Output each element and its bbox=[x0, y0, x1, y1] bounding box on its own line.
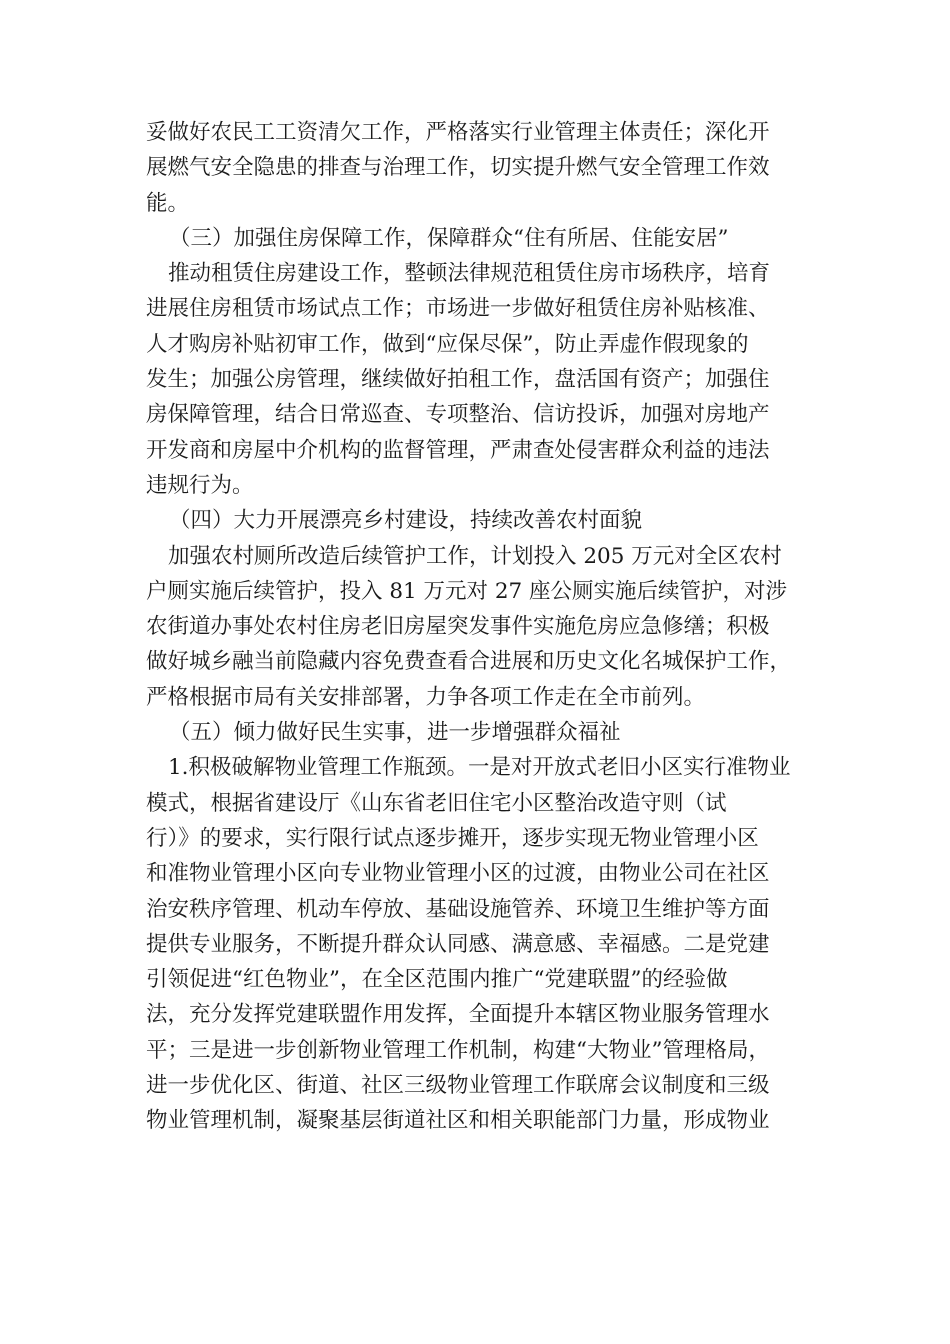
text-line: 提供专业服务，不断提升群众认同感、满意感、幸福感。二是党建 bbox=[146, 931, 770, 957]
text-line: 治安秩序管理、机动车停放、基础设施管养、环境卫生维护等方面 bbox=[146, 896, 770, 922]
text-line: 引领促进“红色物业”，在全区范围内推广“党建联盟”的经验做 bbox=[146, 967, 728, 993]
paragraph-gas-safety bbox=[146, 115, 806, 221]
text-line: 农街道办事处农村住房老旧房屋突发事件实施危房应急修缮；积极 bbox=[146, 614, 770, 640]
text-line: 房保障管理，结合日常巡查、专项整治、信访投诉，加强对房地产 bbox=[146, 402, 770, 428]
text-line: 进展住房租赁市场试点工作；市场进一步做好租赁住房补贴核准、 bbox=[146, 296, 770, 322]
text-line: 物业管理机制，凝聚基层街道社区和相关职能部门力量，形成物业 bbox=[146, 1108, 770, 1134]
document-body bbox=[146, 115, 806, 1139]
text-line: 严格根据市局有关安排部署，力争各项工作走在全市前列。 bbox=[146, 684, 706, 710]
text-line: 能。 bbox=[146, 190, 190, 216]
paragraph-rural-toilets bbox=[146, 539, 806, 715]
section-heading-3: （三）加强住房保障工作，保障群众“住有所居、住能安居” bbox=[169, 225, 729, 251]
text-line: 发生；加强公房管理，继续做好拍租工作，盘活国有资产；加强住 bbox=[146, 367, 770, 393]
text-line: 人才购房补贴初审工作，做到“应保尽保”，防止弄虚作假现象的 bbox=[146, 331, 749, 357]
text-line: 行）》的要求，实行限行试点逐步摊开，逐步实现无物业管理小区 bbox=[146, 825, 759, 851]
paragraph-housing-security bbox=[146, 256, 806, 503]
text-line: 1.积极破解物业管理工作瓶颈。一是对开放式老旧小区实行准物业 bbox=[168, 755, 791, 781]
paragraph-property-management bbox=[146, 750, 806, 1138]
text-line: 法，充分发挥党建联盟作用发挥，全面提升本辖区物业服务管理水 bbox=[146, 1002, 770, 1028]
text-line: 和准物业管理小区向专业物业管理小区的过渡，由物业公司在社区 bbox=[146, 861, 770, 887]
section-heading-4: （四）大力开展漂亮乡村建设，持续改善农村面貌 bbox=[169, 508, 643, 534]
text-line: 模式，根据省建设厅《山东省老旧住宅小区整治改造守则（试 bbox=[146, 790, 727, 816]
text-line: 违规行为。 bbox=[146, 472, 254, 498]
text-line: 加强农村厕所改造后续管护工作，计划投入 205 万元对全区农村 bbox=[168, 543, 782, 569]
text-line: 推动租赁住房建设工作，整顿法律规范租赁住房市场秩序，培育 bbox=[168, 261, 771, 287]
text-line: 展燃气安全隐患的排查与治理工作，切实提升燃气安全管理工作效 bbox=[146, 155, 770, 181]
text-line: 进一步优化区、街道、社区三级物业管理工作联席会议制度和三级 bbox=[146, 1073, 770, 1099]
text-line: 做好城乡融当前隐藏内容免费查看合进展和历史文化名城保护工作， bbox=[146, 649, 792, 675]
text-line: 开发商和房屋中介机构的监督管理，严肃查处侵害群众利益的违法 bbox=[146, 437, 770, 463]
text-line: 户厕实施后续管护，投入 81 万元对 27 座公厕实施后续管护，对涉 bbox=[146, 578, 788, 604]
section-heading-5: （五）倾力做好民生实事，进一步增强群众福祉 bbox=[169, 720, 621, 746]
text-line: 妥做好农民工工资清欠工作，严格落实行业管理主体责任；深化开 bbox=[146, 120, 770, 145]
text-line: 平；三是进一步创新物业管理工作机制，构建“大物业”管理格局， bbox=[146, 1037, 770, 1063]
